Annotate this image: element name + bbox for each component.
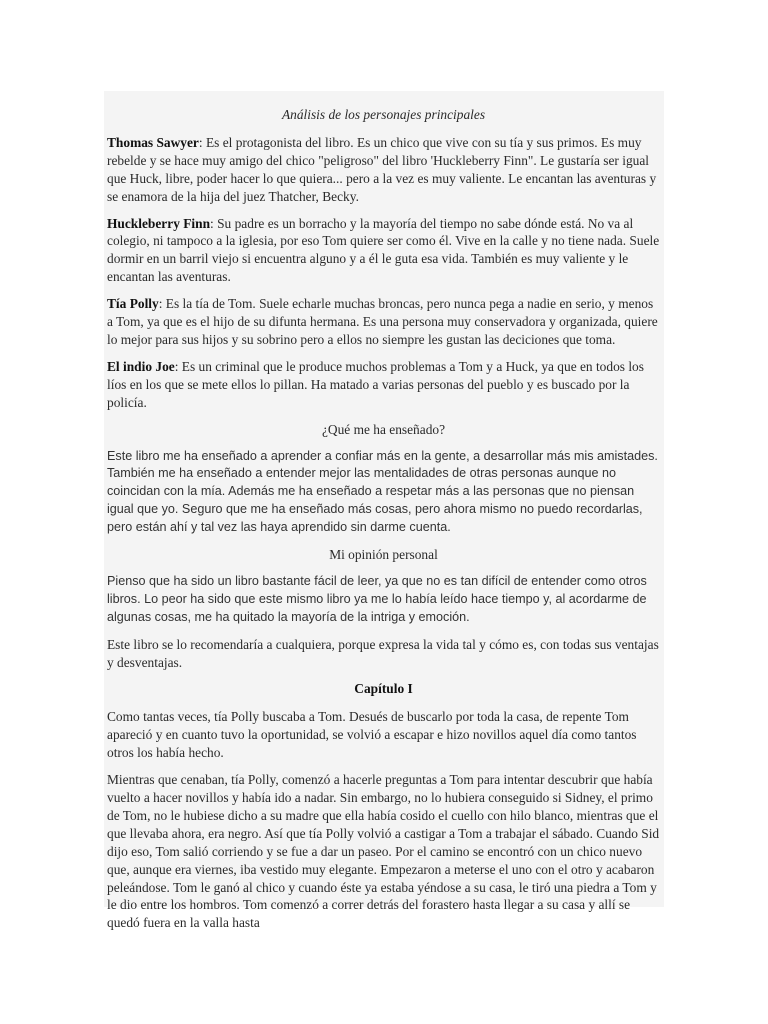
chapter-paragraph-2: Mientras que cenaban, tía Polly, comenzó a hacerle preguntas a Tom para intentar descubrir que había vuelto a hacer novillos y había ido a nadar. Sin embargo, no lo hubiera conseguido si Sidney, el primo de Tom, no le hubiese dicho a su madre que ella había cosido el cuello con hilo blanco, mientras que el que llevaba ahora, era negro. Así que tía Polly volvió a castigar a Tom a trabajar el sábado. Cuando Sid dijo eso, Tom salió corriendo y se fue a dar un paseo. Por el camino se encontró con un chico nuevo que, aunque era viernes, iba vestido muy elegante. Empezaron a meterse el uno con el otro y acabaron peleándose. Tom le ganó al chico y cuando éste ya estaba yéndose a su casa, le tiró una piedra a Tom y le dio entre los hombros. Tom comenzó a correr detrás del forastero hasta llegar a su casa y allí se quedó fuera en la valla hasta (107, 772, 660, 931)
character-name: El indio Joe (107, 358, 175, 374)
opinion-paragraph-2: Este libro se lo recomendaría a cualquiera, porque expresa la vida tal y cómo es, con todas sus ventajas y desventajas. (107, 636, 659, 670)
learned-heading: ¿Qué me ha enseñado? (321, 421, 446, 437)
learned-paragraph: Este libro me ha enseñado a aprender a confiar más en la gente, a desarrollar más mis amistades. También me ha enseñado a entender mejor las mentalidades de otras personas aunque no coincidan con la mía. Además me ha enseñado a respetar más a las personas que no piensan igual que yo. Seguro que me ha enseñado más cosas, pero ahora mismo no puedo recordarlas, pero están ahí y tal vez las haya aprendido sin darme cuenta. (107, 448, 658, 535)
character-name: Tía Polly (107, 296, 159, 312)
chapter-heading: Capítulo I (354, 681, 413, 697)
opinion-heading: Mi opinión personal (329, 547, 438, 563)
document-title: Análisis de los personajes principales (281, 107, 486, 122)
character-description: : Es el protagonista del libro. Es un chico que vive con su tía y sus primos. Es muy rebelde y se hace muy amigo del chico "peligroso" del libro 'Huckleberry Finn". Le gustaría ser igual que Huck, libre, poder hacer lo que quiera... pero a la vez es muy valiente. Le encantan las aventuras y se enamora de la hija del juez Thatcher, Becky. (107, 134, 657, 204)
character-description: : Es un criminal que le produce muchos problemas a Tom y a Huck, ya que en todos los líos en los que se mete ellos lo pillan. Ha matado a varias personas del pueblo y es buscado por la policía. (107, 358, 644, 410)
opinion-paragraph-1: Pienso que ha sido un libro bastante fácil de leer, ya que no es tan difícil de entender como otros libros. Lo peor ha sido que este mismo libro ya me lo había leído hace tiempo y, al acordarme de algunas cosas, me ha quitado la mayoría de la intriga y emoción. (107, 573, 647, 624)
character-name: Thomas Sawyer (107, 134, 199, 150)
character-entry-huckleberry (107, 215, 660, 287)
document-page (104, 91, 664, 931)
character-description: : Es la tía de Tom. Suele echarle muchas broncas, pero nunca pega a nadie en serio, y menos a Tom, ya que es el hijo de su difunta hermana. Es una persona muy conservadora y organizada, quiere lo mejor para sus hijos y su sobrino pero a ellos no siempre les gustan las deciciones que toma. (107, 296, 658, 347)
character-name: Huckleberry Finn (107, 215, 211, 231)
chapter-paragraph-1: Como tantas veces, tía Polly buscaba a Tom. Desués de buscarlo por toda la casa, de repente Tom apareció y en cuanto tuvo la oportunidad, se volvió a escapar e hizo novillos aquel día como tantos otros los había hecho. (107, 709, 637, 761)
character-entry-polly (107, 295, 660, 349)
character-entry-joe (107, 358, 660, 412)
character-description: : Su padre es un borracho y la mayoría del tiempo no sabe dónde está. No va al colegio, ni tampoco a la iglesia, por eso Tom quiere ser como él. Vive en la calle y no tiene nada. Suele dormir en un barril viejo si encuentra alguno y a él le guta esa vida. También es muy valiente y le encantan las aventuras. (107, 215, 660, 285)
character-entry-thomas (107, 134, 660, 206)
